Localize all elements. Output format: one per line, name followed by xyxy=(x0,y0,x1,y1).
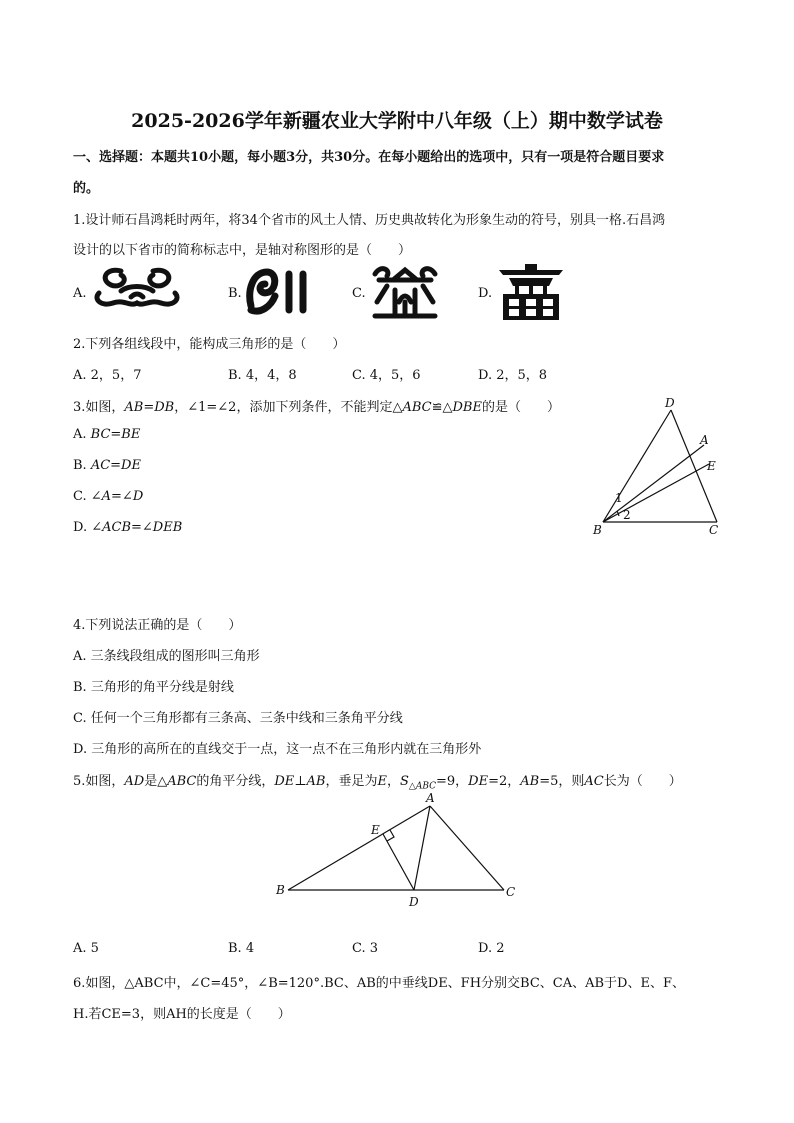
q4-stem: 4.下列说法正确的是（ ） xyxy=(73,618,242,633)
q5-abc: ABC xyxy=(167,774,197,789)
q5-option-b: B. 4 xyxy=(228,941,255,956)
q1-option-b-label: B. xyxy=(228,286,242,301)
q5-de-perp-ab: DE⊥AB xyxy=(274,774,326,789)
q3-stem-part: ，∠1=∠2，添加下列条件，不能判定△ xyxy=(174,400,403,415)
label-c: C xyxy=(506,885,516,899)
q5-stem xyxy=(73,770,682,792)
q5-stem-part: 5.如图， xyxy=(73,774,125,789)
q6-stem-line1: 6.如图，△ABC中，∠C=45°，∠B=120°.BC、AB的中垂线DE、FH分别交BC、CA、AB于D、E、F、 xyxy=(73,976,685,991)
q3-triangle-dbe: DBE xyxy=(452,400,482,415)
q1-option-c-label: C. xyxy=(352,286,366,301)
segment-ba xyxy=(603,445,704,522)
q3-congruent-symbol: ≌△ xyxy=(431,400,453,415)
label-b: B xyxy=(276,883,285,897)
q5-option-c: C. 3 xyxy=(352,941,379,956)
segment-ac xyxy=(430,806,504,890)
q4-option-c: C. 任何一个三角形都有三条高、三条中线和三条角平分线 xyxy=(73,711,403,726)
option-label: D. xyxy=(73,520,92,535)
option-expr: ∠ACB=∠DEB xyxy=(91,520,183,535)
option-label: C. xyxy=(73,489,91,504)
q3-triangle-abc: ABC xyxy=(402,400,432,415)
q4-option-a: A. 三条线段组成的图形叫三角形 xyxy=(73,649,260,664)
q3-stem-part: 3.如图， xyxy=(73,400,125,415)
q5-option-a: A. 5 xyxy=(73,941,99,956)
q5-stem-part: 是△ xyxy=(144,774,168,789)
q5-stem-part: 长为（ ） xyxy=(603,774,682,789)
building-logo-image xyxy=(495,262,567,322)
q5-area-symbol: S xyxy=(400,774,409,789)
segment-ad xyxy=(414,806,430,890)
section-header-line1: 一、选择题：本题共10小题，每小题3分，共30分。在每小题给出的选项中，只有一项是符合题目要求 xyxy=(73,150,665,165)
calligraphy-logo-image xyxy=(245,266,317,318)
q3-stem-part: 的是（ ） xyxy=(481,400,560,415)
q5-stem-part: ， xyxy=(386,774,400,789)
segment-de xyxy=(383,834,414,890)
q5-e: E xyxy=(377,774,387,789)
option-expr: AC=DE xyxy=(90,458,141,473)
label-a: A xyxy=(426,791,435,805)
segment-ba xyxy=(288,806,430,890)
q5-stem-part: =5，则 xyxy=(539,774,585,789)
q3-option-a xyxy=(73,427,140,442)
q5-stem-part: =9， xyxy=(436,774,469,789)
q5-geometry-figure xyxy=(272,790,522,910)
label-b: B xyxy=(593,523,602,537)
q1-stem-line1: 1.设计师石昌鸿耗时两年，将34个省市的风土人情、历史典故转化为形象生动的符号，别具一格.石昌鸿 xyxy=(73,213,666,228)
q5-option-d: D. 2 xyxy=(478,941,505,956)
q3-option-d xyxy=(73,520,182,535)
label-a: A xyxy=(700,433,709,447)
section-header-line2: 的。 xyxy=(73,181,100,196)
q3-option-b xyxy=(73,458,141,473)
q5-ab: AB xyxy=(520,774,540,789)
q2-option-c: C. 4，5，6 xyxy=(352,368,421,383)
label-d: D xyxy=(409,895,419,909)
q5-ad: AD xyxy=(124,774,145,789)
q5-ac: AC xyxy=(584,774,604,789)
q4-option-b: B. 三角形的角平分线是射线 xyxy=(73,680,234,695)
q3-geometry-figure xyxy=(585,392,730,542)
q3-option-c xyxy=(73,489,143,504)
pavilion-logo-image xyxy=(369,262,441,320)
q2-option-b: B. 4，4，8 xyxy=(228,368,297,383)
label-c: C xyxy=(709,523,719,537)
q4-option-d: D. 三角形的高所在的直线交于一点，这一点不在三角形内就在三角形外 xyxy=(73,742,482,757)
cloud-logo-image xyxy=(91,263,183,311)
q5-stem-part: =2， xyxy=(488,774,521,789)
q5-stem-part: ，垂足为 xyxy=(325,774,378,789)
segment-bd xyxy=(603,410,671,522)
q3-ab-db: AB=DB xyxy=(124,400,175,415)
q5-area-subscript: △ABC xyxy=(408,781,436,792)
option-expr: ∠A=∠D xyxy=(90,489,144,504)
label-e: E xyxy=(707,459,716,473)
label-e: E xyxy=(371,823,380,837)
q1-stem-line2: 设计的以下省市的简称标志中，是轴对称图形的是（ ） xyxy=(73,243,412,258)
q2-stem: 2.下列各组线段中，能构成三角形的是（ ） xyxy=(73,337,346,352)
q5-de: DE xyxy=(468,774,489,789)
q5-stem-part: 的角平分线， xyxy=(196,774,275,789)
label-angle-2: 2 xyxy=(623,508,631,522)
option-label: A. xyxy=(73,427,91,442)
q6-stem-line2: H.若CE=3，则AH的长度是（ ） xyxy=(73,1007,291,1022)
q3-stem xyxy=(73,396,560,415)
q1-option-d-label: D. xyxy=(478,286,493,301)
q1-option-a-label: A. xyxy=(73,286,87,301)
option-expr: BC=BE xyxy=(90,427,141,442)
option-label: B. xyxy=(73,458,91,473)
q2-option-d: D. 2，5，8 xyxy=(478,368,548,383)
page-title: 2025-2026学年新疆农业大学附中八年级（上）期中数学试卷 xyxy=(131,110,663,132)
right-angle-mark xyxy=(387,830,394,841)
q2-option-a: A. 2，5，7 xyxy=(73,368,142,383)
label-d: D xyxy=(665,396,675,410)
label-angle-1: 1 xyxy=(615,491,623,505)
